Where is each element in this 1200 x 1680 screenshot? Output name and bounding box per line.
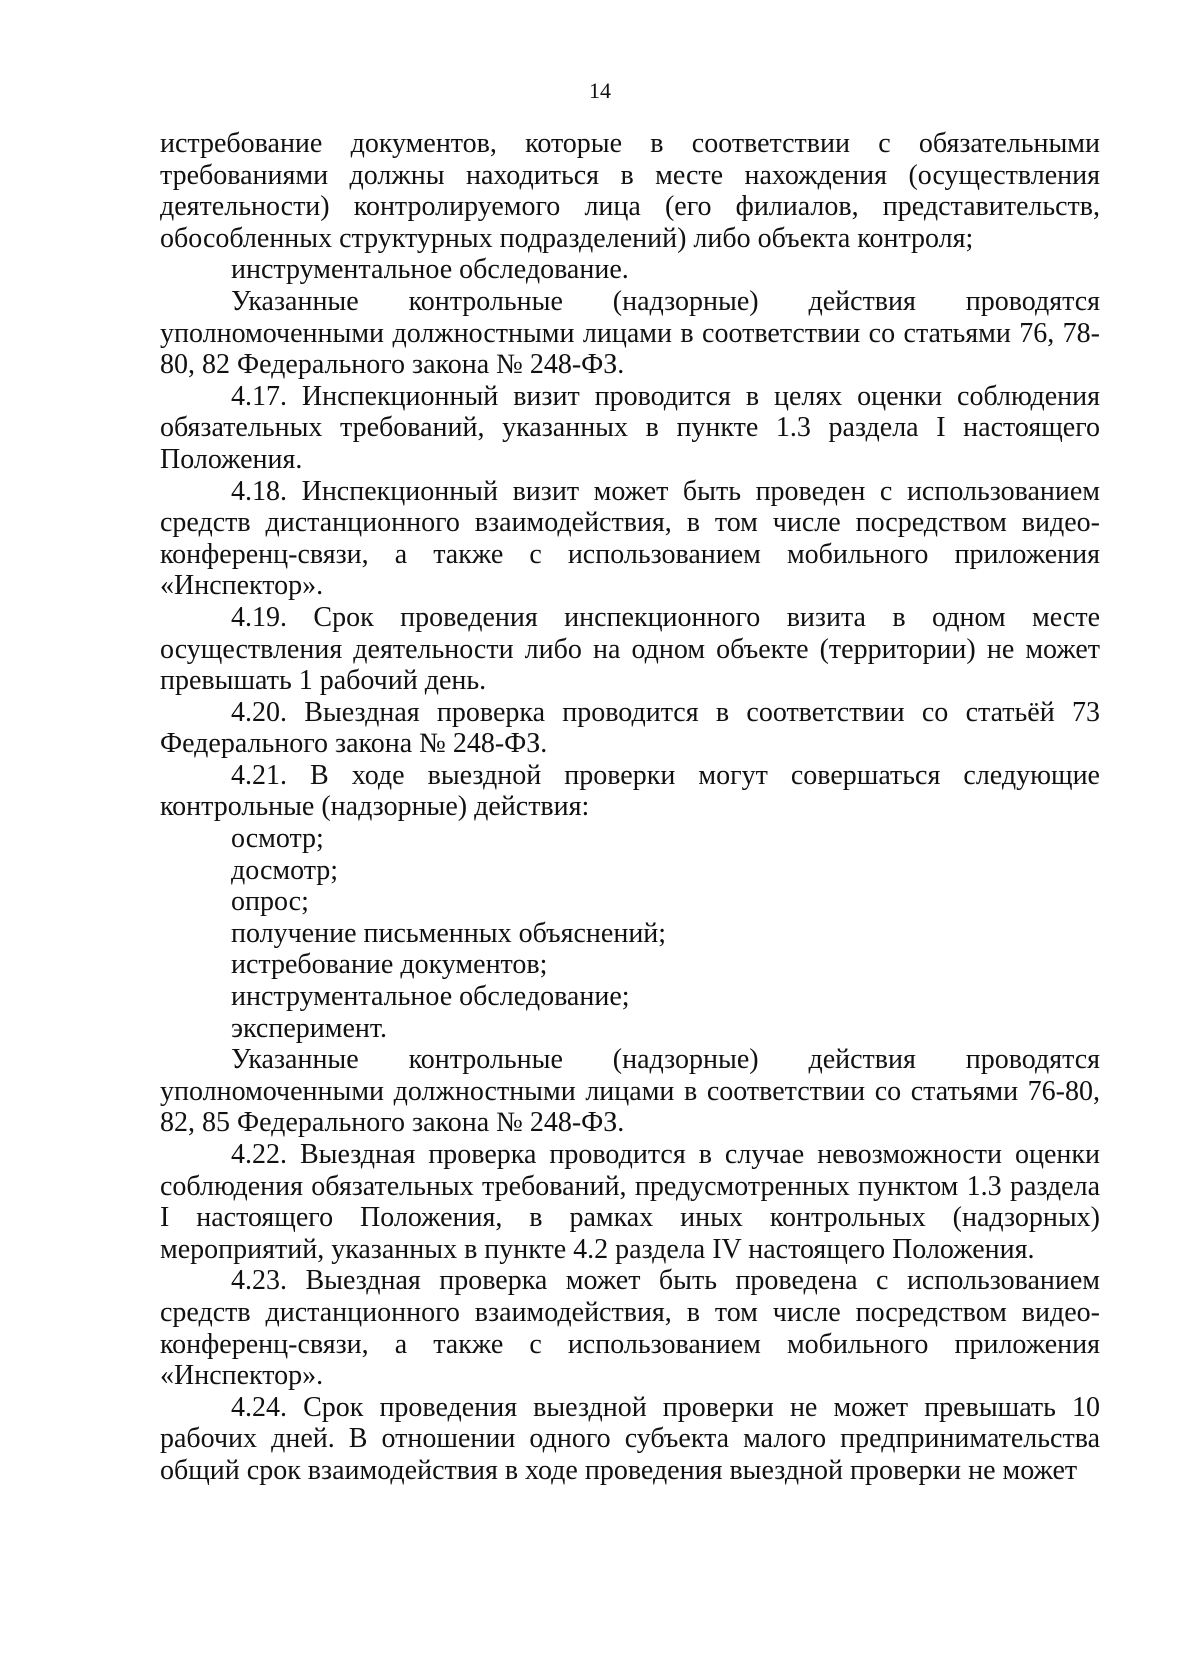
list-item-written-explanations: получение письменных объяснений; (231, 917, 667, 949)
paragraph-4-24: 4.24. Срок проведения выездной проверки не может превышать 10 рабочих дней. В отношении одного субъекта малого предпринимательства общий срок взаимодействия в ходе проведения выездной проверки не может (160, 1391, 1100, 1486)
paragraph-authorized-officials: Указанные контрольные (надзорные) действия проводятся уполномоченными должностными лицами в соответствии со статьями 76, 78-80, 82 Федерального закона № 248-ФЗ. (160, 285, 1100, 381)
list-item-interview: опрос; (231, 886, 309, 918)
list-item-instrumental-inspection: инструментальное обследование. (231, 254, 629, 286)
list-item-document-request: истребование документов; (231, 949, 548, 981)
list-item-inspection: осмотр; (231, 823, 324, 855)
list-item-instrumental-examination: инструментальное обследование; (231, 981, 630, 1013)
paragraph-4-18: 4.18. Инспекционный визит может быть проведен с использованием средств дистанционного взаимодействия, в том числе посредством видео-конференц-связи, а также с использованием мобильного приложения «Инспектор». (160, 475, 1100, 602)
list-item-search: досмотр; (231, 854, 339, 886)
paragraph-authorized-officials-2: Указанные контрольные (надзорные) действия проводятся уполномоченными должностными лицами в соответствии со статьями 76-80, 82, 85 Федерального закона № 248-ФЗ. (160, 1044, 1100, 1139)
paragraph-4-23: 4.23. Выездная проверка может быть проведена с использованием средств дистанционного взаимодействия, в том числе посредством видео-конференц-связи, а также с использованием мобильного приложения «Инспектор». (160, 1265, 1100, 1392)
paragraph-4-20: 4.20. Выездная проверка проводится в соответствии со статьёй 73 Федерального закона № 248-ФЗ. (160, 696, 1100, 760)
paragraph-4-19: 4.19. Срок проведения инспекционного визита в одном месте осуществления деятельности либо на одном объекте (территории) не может превышать 1 рабочий день. (160, 601, 1100, 697)
paragraph-document-request-continued: истребование документов, которые в соответствии с обязательными требованиями должны находиться в месте нахождения (осуществления деятельности) контролируемого лица (его филиалов, представительств, обособленных структурных подразделений) либо объекта контроля; (160, 128, 1100, 254)
document-body (160, 128, 1100, 1487)
page-number: 14 (589, 78, 611, 103)
paragraph-4-22: 4.22. Выездная проверка проводится в случае невозможности оценки соблюдения обязательных требований, предусмотренных пунктом 1.3 раздела I настоящего Положения, в рамках иных контрольных (надзорных) мероприятий, указанных в пункте 4.2 раздела IV настоящего Положения. (160, 1139, 1100, 1265)
list-item-experiment: эксперимент. (231, 1012, 388, 1044)
paragraph-4-21: 4.21. В ходе выездной проверки могут совершаться следующие контрольные (надзорные) действия: (160, 759, 1100, 823)
paragraph-4-17: 4.17. Инспекционный визит проводится в целях оценки соблюдения обязательных требований, указанных в пункте 1.3 раздела I настоящего Положения. (160, 380, 1100, 475)
